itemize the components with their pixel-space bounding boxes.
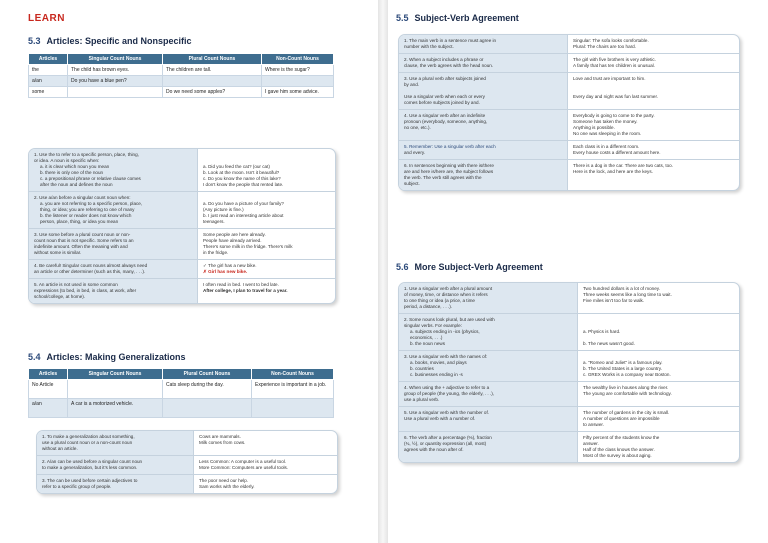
note-row bbox=[29, 259, 335, 278]
cell: Do we need some apples? bbox=[163, 87, 262, 98]
section-title: Articles: Making Generalizations bbox=[46, 352, 186, 362]
notes-5-4 bbox=[36, 430, 338, 494]
table-row bbox=[29, 87, 334, 98]
learn-label: LEARN bbox=[28, 13, 65, 24]
page-gutter bbox=[378, 0, 388, 543]
section-number: 5.3 bbox=[28, 36, 41, 46]
rule-row bbox=[399, 140, 739, 159]
rule-text: 5. Remember: Use a singular verb after each and every. bbox=[399, 141, 568, 159]
rule-row bbox=[399, 381, 739, 406]
col-header: Plural Count Nouns bbox=[163, 369, 252, 380]
rule-text: 4. When using the + adjective to refer to a group of people (the young, the elderly, . . .), use a plural verb. bbox=[399, 382, 578, 406]
rule-text: 2. Some nouns look plural, but are used with singular verbs. For example: a. subjects ending in -ics (physics, economics, . . .) b. the noun news bbox=[399, 314, 578, 350]
rule-row bbox=[399, 313, 739, 350]
example-text: The girl with five brothers is very athletic. A family that has ten children is unusual. bbox=[573, 57, 656, 68]
section-number: 5.4 bbox=[28, 352, 41, 362]
col-header: Non-Count Nouns bbox=[262, 54, 334, 65]
example-text: Some people are here already. People have already arrived. There's some milk in the fridge. There's milk in the fridge. bbox=[203, 232, 293, 255]
example-text: Singular: The sofa looks comfortable. Plural: The chairs are too hard. bbox=[573, 38, 649, 49]
col-header: Singular Count Nouns bbox=[68, 369, 163, 380]
table-row bbox=[29, 76, 334, 87]
rule-row bbox=[399, 53, 739, 72]
rule-text: 1. The main verb in a sentence must agree in number with the subject. bbox=[399, 35, 568, 53]
cell bbox=[68, 380, 163, 399]
note-row bbox=[37, 474, 337, 493]
example-text: Less Common: A computer is a useful tool. More Common: Computers are useful tools. bbox=[199, 459, 289, 470]
example-text: The number of gardens in the city is small. A number of questions are impossible to answer. bbox=[583, 410, 670, 427]
cell: A car is a motorized vehicle. bbox=[68, 399, 163, 418]
example-text: Love and trust are important to him. Every day and night was fun last summer. bbox=[573, 76, 659, 99]
table-5-3 bbox=[28, 53, 334, 98]
rule-text: 1. Use a singular verb after a plural amount of money, time, or distance when it refers to one thing or idea (a price, a time period, a distance, . . .). bbox=[399, 283, 578, 313]
table-row bbox=[29, 65, 334, 76]
note-row bbox=[29, 149, 335, 191]
rule-row bbox=[399, 159, 739, 190]
section-5-3-title bbox=[28, 36, 192, 46]
example-text: The wealthy live in houses along the river. The young are comfortable with technology. bbox=[583, 385, 672, 396]
table-row bbox=[29, 380, 334, 399]
example-text: Fifty percent of the students know the answer. Half of the class knows the answer. Most of the survey is about aging. bbox=[583, 435, 660, 458]
example-text: ✓ The girl has a new bike. ✗ Girl has new bike. bbox=[203, 263, 257, 274]
rule-text: 2. When a subject includes a phrase or clause, the verb agrees with the head noun. bbox=[399, 54, 568, 72]
col-header: Plural Count Nouns bbox=[163, 54, 262, 65]
rule-text: 6. In sentences beginning with there is/there are and here is/here are, the subject follows the verb. The verb still agrees with the subject. bbox=[399, 160, 568, 190]
table-5-5 bbox=[398, 34, 740, 191]
cell: a/an bbox=[29, 399, 68, 418]
cell bbox=[163, 399, 252, 418]
left-page bbox=[0, 0, 378, 543]
cell: some bbox=[29, 87, 68, 98]
section-number: 5.5 bbox=[396, 13, 409, 23]
cell: Where is the sugar? bbox=[262, 65, 334, 76]
rule-text: 4. Use a singular verb after an indefinite pronoun (everybody, someone, anything, no one, etc.). bbox=[399, 110, 568, 140]
cell bbox=[252, 399, 334, 418]
rule-row bbox=[399, 350, 739, 381]
rule-text: 3. The can be used before certain adjectives to refer to a specific group of people. bbox=[37, 475, 194, 493]
rule-text: 3. Use a singular verb with the names of: a. books, movies, and plays b. countries c. businesses ending in -s bbox=[399, 351, 578, 381]
cell bbox=[262, 76, 334, 87]
section-number: 5.6 bbox=[396, 262, 409, 272]
cell: I gave him some advice. bbox=[262, 87, 334, 98]
cell bbox=[68, 87, 163, 98]
example-text: There is a dog in the car. There are two cats, too. Here is the lock, and here are the keys. bbox=[573, 163, 674, 174]
rule-row bbox=[399, 35, 739, 53]
rule-text: 5. Use a singular verb with the number of. Use a plural verb with a number of. bbox=[399, 407, 578, 431]
cell: Do you have a blue pen? bbox=[68, 76, 163, 87]
example-text: I often read in bed. I went to bed late. After college, I plan to travel for a year. bbox=[203, 282, 288, 293]
section-title: More Subject-Verb Agreement bbox=[414, 262, 543, 272]
cell bbox=[163, 76, 262, 87]
rule-text: 1. To make a generalization about something, use a plural count noun or a non-count noun without an article. bbox=[37, 431, 194, 455]
note-row bbox=[29, 191, 335, 228]
example-text: The poor need our help. Sam works with the elderly. bbox=[199, 478, 255, 489]
notes-5-3 bbox=[28, 148, 336, 304]
rule-text: 6. The verb after a percentage (%), fraction (¾, ½), or quantity expression (all, most) agrees with the noun after of. bbox=[399, 432, 578, 462]
rule-row bbox=[399, 431, 739, 462]
cell: a/an bbox=[29, 76, 68, 87]
section-title: Articles: Specific and Nonspecific bbox=[46, 36, 192, 46]
rule-text: 3. Use a plural verb after subjects joined by and. Use a singular verb when each or every comes before subjects joined by and. bbox=[399, 73, 568, 109]
rule-row bbox=[399, 72, 739, 109]
example-text: a. "Romeo and Juliet" is a famous play. b. The United States is a large country. c. GREX Works is a company near Boston. bbox=[583, 360, 671, 377]
cell: Cats sleep during the day. bbox=[163, 380, 252, 399]
example-text: Everybody is going to come to the party. Someone has taken the money. Anything is possible. No one was sleeping in the room. bbox=[573, 113, 655, 136]
note-row bbox=[29, 278, 335, 303]
example-text: a. Do you have a picture of your family? (Any picture is fine.) b. I just read an interesting article about teenagers. bbox=[203, 201, 284, 224]
rule-text: 5. An article is not used in some common expressions (to bed, in bed, in class, at work, after school/college, at home). bbox=[29, 279, 198, 303]
rule-text: 3. Use some before a plural count noun or non- count noun that is not specific. Some refers to an indefinite amount. Often the meaning with and without some is similar. bbox=[29, 229, 198, 259]
note-row bbox=[37, 431, 337, 455]
example-text: Cows are mammals. Milk comes from cows. bbox=[199, 434, 246, 445]
section-title: Subject-Verb Agreement bbox=[414, 13, 519, 23]
section-5-4-title bbox=[28, 352, 186, 362]
table-5-4 bbox=[28, 368, 334, 418]
rule-text: 2. Use a/an before a singular count noun when: a. you are not referring to a specific person, place, thing, or idea; you are referring to one of many b. the listener or reader does not know which person, place, thing, or idea you mean bbox=[29, 192, 198, 228]
col-header: Articles bbox=[29, 54, 68, 65]
right-page bbox=[388, 0, 768, 543]
note-row bbox=[29, 228, 335, 259]
col-header: Articles bbox=[29, 369, 68, 380]
table-5-6 bbox=[398, 282, 740, 463]
cell: the bbox=[29, 65, 68, 76]
section-5-5-title bbox=[396, 13, 519, 23]
cell: The child has brown eyes. bbox=[68, 65, 163, 76]
rule-row bbox=[399, 406, 739, 431]
rule-row bbox=[399, 109, 739, 140]
table-row bbox=[29, 399, 334, 418]
cell: The children are tall. bbox=[163, 65, 262, 76]
rule-text: 4. Be careful! Singular count nouns almost always need an article or other determiner (such as this, many, . . .). bbox=[29, 260, 198, 278]
cell: Experience is important in a job. bbox=[252, 380, 334, 399]
col-header: Singular Count Nouns bbox=[68, 54, 163, 65]
note-row bbox=[37, 455, 337, 474]
section-5-6-title bbox=[396, 262, 543, 272]
example-text: Each class is in a different room. Every house costs a different amount here. bbox=[573, 144, 661, 155]
example-text: a. Did you feed the cat? (our cat) b. Look at the moon. Isn't it beautiful? c. Do you know the name of this lake? I don't know the people that rented late. bbox=[203, 164, 284, 187]
col-header: Non-Count Nouns bbox=[252, 369, 334, 380]
rule-text: 1. Use the to refer to a specific person, place, thing, or idea. A noun is specific when: a. it is clear which noun you mean b. there is only one of the noun c. a prepositional phrase or relative clause comes after the noun and defines the noun bbox=[29, 149, 198, 191]
example-text: Two hundred dollars is a lot of money. Three weeks seems like a long time to wait. Five miles isn't too far to walk. bbox=[583, 286, 672, 303]
cell: No Article bbox=[29, 380, 68, 399]
rule-text: 2. A/an can be used before a singular count noun to make a generalization, but it's less common. bbox=[37, 456, 194, 474]
rule-row bbox=[399, 283, 739, 313]
example-text: a. Physics is hard. b. The news wasn't good. bbox=[583, 329, 635, 346]
